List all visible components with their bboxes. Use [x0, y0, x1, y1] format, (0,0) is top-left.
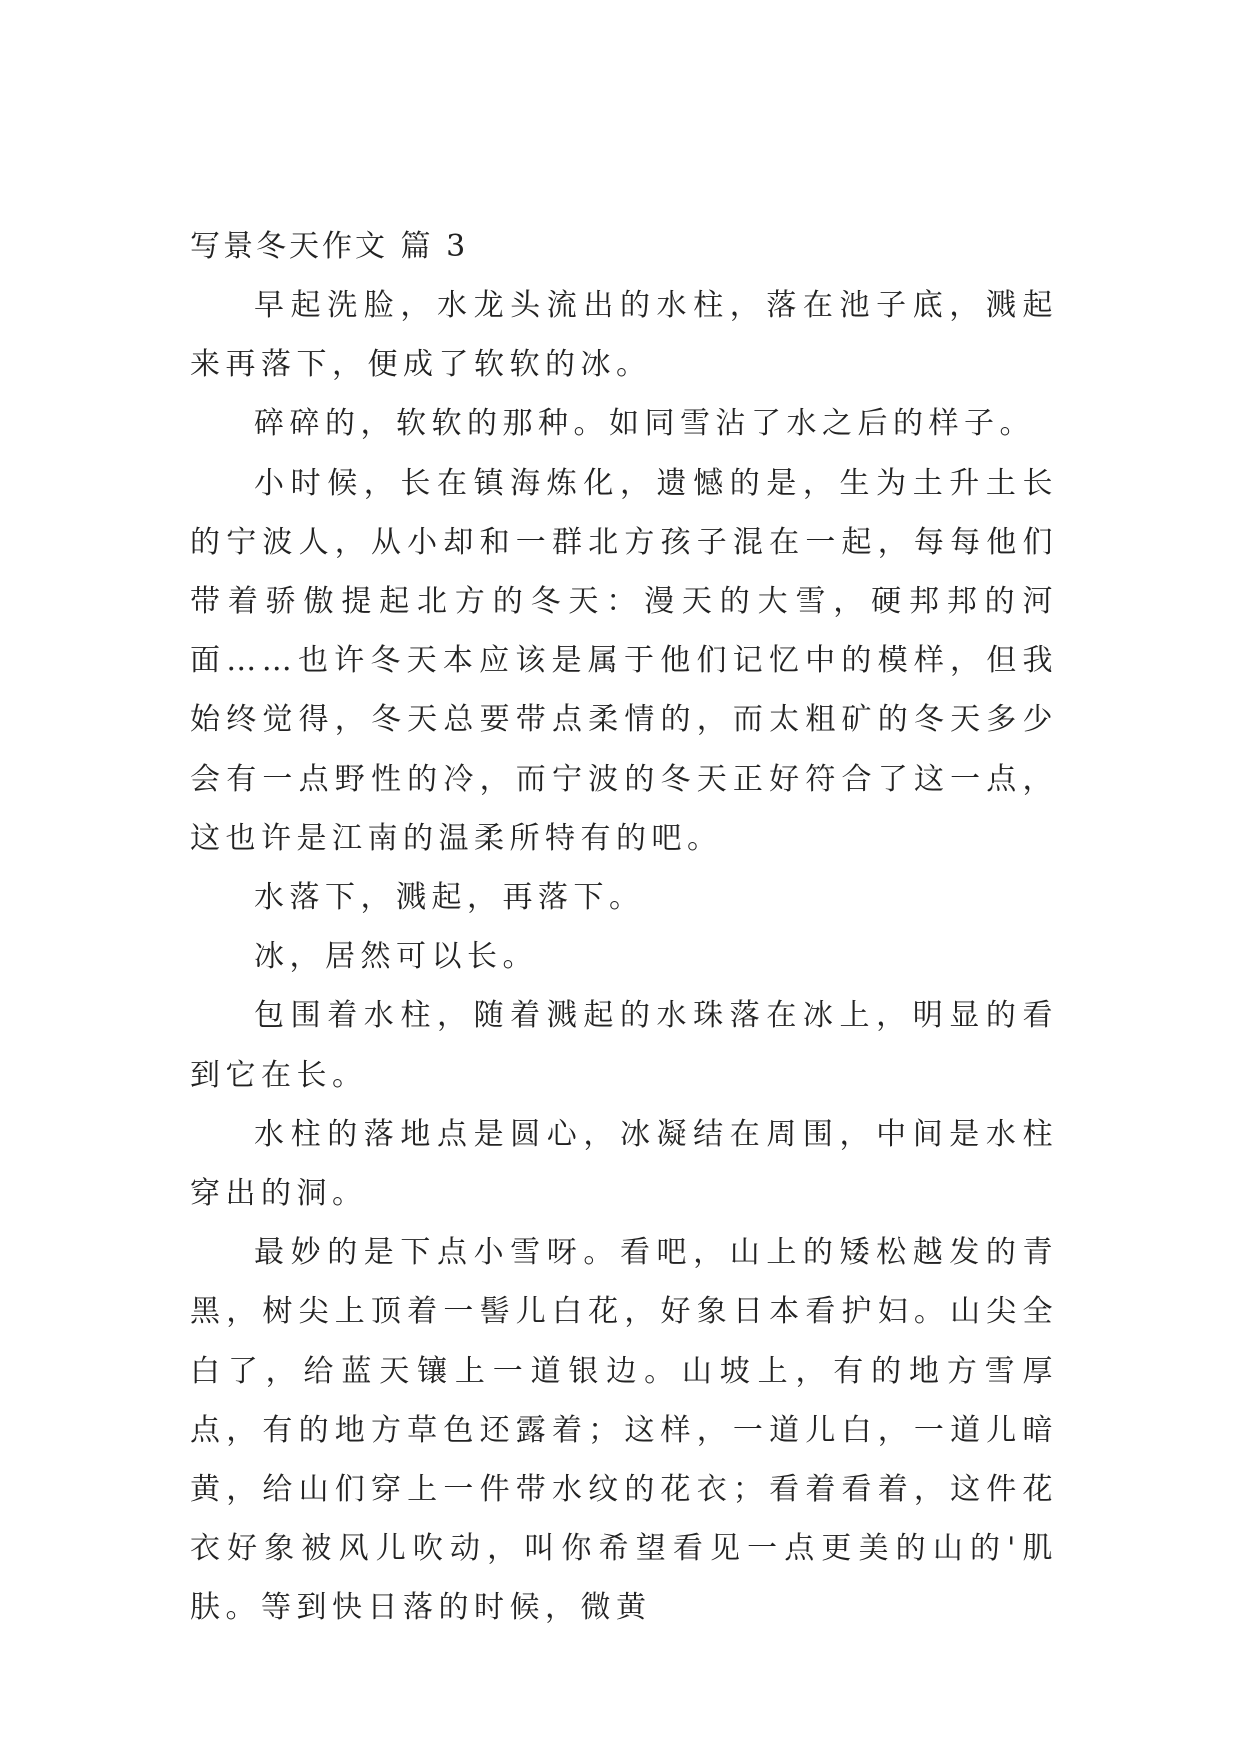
- paragraph-6: 包围着水柱，随着溅起的水珠落在冰上，明显的看到它在长。: [190, 998, 1058, 1093]
- paragraph-3: 小时候，长在镇海炼化，遗憾的是，生为土升土长的宁波人，从小却和一群北方孩子混在一起，每每他们带着骄傲提起北方的冬天：漫天的大雪，硬邦邦的河面……也许冬天本应该是属于他们记忆中的模样，但我始终觉得，冬天总要带点柔情的，而太粗矿的冬天多少会有一点野性的冷，而宁波的冬天正好符合了这一点，这也许是江南的温柔所特有的吧。: [190, 465, 1058, 856]
- paragraph-7: 水柱的落地点是圆心，冰凝结在周围，中间是水柱穿出的洞。: [190, 1116, 1058, 1212]
- document-body: [190, 218, 1058, 1638]
- paragraph-5: 冰，居然可以长。: [254, 939, 538, 975]
- paragraph-1: 早起洗脸，水龙头流出的水柱，落在池子底，溅起来再落下，便成了软软的冰。: [190, 288, 1058, 383]
- paragraph-8: 最妙的是下点小雪呀。看吧，山上的矮松越发的青黑，树尖上顶着一髻儿白花，好象日本看护妇。山尖全白了，给蓝天镶上一道银边。山坡上，有的地方雪厚点，有的地方草色还露着；这样，一道儿白，一道儿暗黄，给山们穿上一件带水纹的花衣；看着看着，这件花衣好象被风儿吹动，叫你希望看见一点更美的山的'肌肤。等到快日落的时候，微黄: [190, 1235, 1058, 1626]
- paragraph-2: 碎碎的，软软的那种。如同雪沾了水之后的样子。: [254, 406, 1035, 442]
- essay-title: 写景冬天作文 篇 3: [190, 229, 469, 264]
- paragraph-4: 水落下，溅起，再落下。: [254, 880, 645, 916]
